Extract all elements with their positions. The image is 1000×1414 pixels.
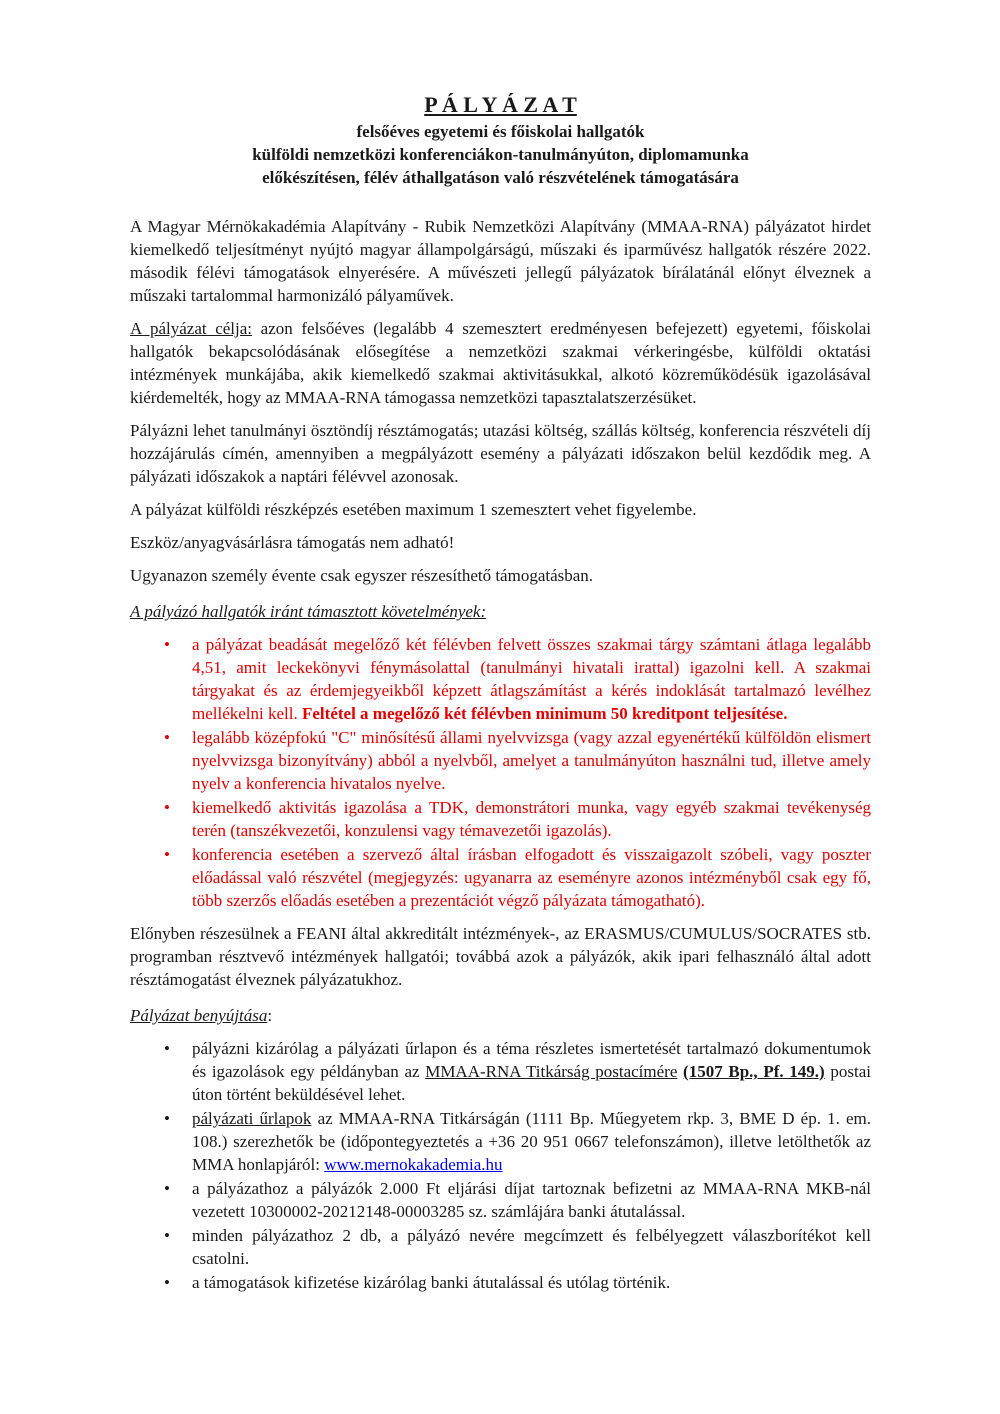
bullet-item — [192, 1107, 871, 1176]
bullet-item — [192, 1224, 871, 1270]
bullet-item — [192, 1037, 871, 1106]
bullet-item — [192, 1177, 871, 1223]
bullet-item — [192, 1271, 871, 1294]
section-heading — [130, 600, 871, 623]
text-run: a támogatások kifizetése kizárólag banki átutalással és utólag történik. — [192, 1273, 671, 1292]
document-subtitle — [130, 120, 871, 189]
text-run: kiemelkedő aktivitás igazolása a TDK, demonstrátori munka, vagy egyéb szakmai tevékenység terén (tanszékvezetői, konzulensi vagy témavezetői igazolás). — [192, 798, 871, 840]
bullet-list — [130, 633, 871, 912]
bullet-list — [130, 1037, 871, 1294]
text-run: Eszköz/anyagvásárlásra támogatás nem adható! — [130, 533, 455, 552]
text-run: pályázati űrlapok — [192, 1109, 312, 1128]
text-run: konferencia esetében a szervező által írásban elfogadott és visszaigazolt szóbeli, vagy poszter előadással való részvétel (megjegyzés: ugyanarra az eseményre azonos intézményből csak egy fő, több szerzős előadás esetében a prezentációt végző pályázata támogatható). — [192, 845, 871, 910]
bullet-item — [192, 796, 871, 842]
paragraph — [130, 564, 871, 587]
bullet-item — [192, 843, 871, 912]
text-run: igazolni kell. A szakmai tárgyakat és az érdemjegyeikből képzett átlagszámítást a kérés indoklását tartalmazó levélhez mellékelni kell. — [192, 658, 871, 723]
text-run: minden pályázathoz 2 db, a pályázó nevére megcímzett és felbélyegzett válaszborítékot kell csatolni. — [192, 1226, 871, 1268]
text-run: Előnyben részesülnek a FEANI által akkreditált intézmények-, az ERASMUS/CUMULUS/SOCRATES stb. programban résztvevő intézmények hallgatói; továbbá azok a pályázók, akik ipari felhasználó által adott résztámogatást élveznek pályázatukhoz. — [130, 924, 871, 989]
document-content — [130, 92, 871, 1304]
paragraph — [130, 531, 871, 554]
document-title: P Á L Y Á Z A T — [424, 92, 577, 117]
bullet-item — [192, 726, 871, 795]
text-run: legalább középfokú "C" minősítésű állami nyelvvizsga (vagy azzal egyenértékű külföldön elismert nyelvvizsga bizonyítvány) abból a nyelvből, amelyet a tanulmányúton használni tud, illetve amely nyelv a konferencia hivatalos nyelve. — [192, 728, 871, 793]
text-run: Feltétel a megelőző két félévben minimum 50 kreditpont teljesítése. — [302, 704, 788, 723]
text-run: Ugyanazon személy évente csak egyszer részesíthető támogatásban. — [130, 566, 594, 585]
website-link[interactable]: www.mernokakademia.hu — [324, 1155, 503, 1174]
text-run: Pályázni lehet tanulmányi ösztöndíj résztámogatás; utazási költség, szállás költség, konferencia részvételi díj hozzájárulás címén, amennyiben a megpályázott esemény a pályázati időszakon belül kezdődik meg. A pályázati időszakok a naptári félévvel azonosak. — [130, 421, 871, 486]
text-run: A pályázó hallgatók iránt támasztott követelmények: — [130, 602, 487, 621]
text-run: A Magyar Mérnökakadémia Alapítvány - Rubik Nemzetközi Alapítvány (MMAA-RNA) pályázatot hirdet kiemelkedő teljesítményt nyújtó magyar állampolgárságú, műszaki és iparművész hallgatók részére 2022. második félévi támogatások elnyerésére. A művészeti jellegű pályázatok bírálatánál előnyt élveznek a műszaki tartalommal harmonizáló pályaművek. — [130, 217, 871, 305]
paragraph — [130, 317, 871, 409]
bullet-item — [192, 633, 871, 725]
text-run: A pályázat célja: — [130, 319, 253, 338]
paragraph — [130, 498, 871, 521]
paragraph — [130, 419, 871, 488]
text-run: (1507 Bp., Pf. 149.) — [683, 1062, 825, 1081]
text-run: a pályázat beadását megelőző két félévben felvett összes szakmai tárgy számtani átlaga legalább 4,51, amit leckekönyvi fénymásolattal — [192, 635, 871, 677]
text-run: postai úton történt beküldésével lehet. — [192, 1062, 871, 1104]
text-run: MMAA-RNA Titkárság postacímére — [425, 1062, 678, 1081]
paragraph — [130, 922, 871, 991]
text-run: pályázni kizárólag a pályázati űrlapon és a téma részletes ismertetését tartalmazó dokumentumok és igazolások egy példányban az — [192, 1039, 871, 1081]
text-run: : — [267, 1006, 273, 1025]
text-run: (tanulmányi hivatali irattal) — [480, 658, 680, 677]
text-run: Pályázat benyújtása — [130, 1006, 268, 1025]
subtitle-line-2: külföldi nemzetközi konferenciákon-tanulmányúton, diplomamunka — [252, 145, 749, 164]
section-heading — [130, 1004, 871, 1027]
document-body — [130, 215, 871, 1294]
subtitle-line-3: előkészítésen, félév áthallgatáson való részvételének támogatására — [262, 168, 739, 187]
text-run: a pályázathoz a pályázók 2.000 Ft eljárási díjat tartoznak befizetni az MMAA-RNA MKB-nál vezetett 10300002-20212148-00003285 sz. számlájára banki átutalással. — [192, 1179, 871, 1221]
text-run: A pályázat külföldi részképzés esetében maximum 1 szemesztert vehet figyelembe. — [130, 500, 697, 519]
subtitle-line-1: felsőéves egyetemi és főiskolai hallgatók — [356, 122, 645, 141]
text-run: az MMAA-RNA Titkárságán (1111 Bp. Műegyetem rkp. 3, BME D ép. 1. em. 108.) szerezhetők be (időpontegyeztetés a +36 20 951 0667 telefonszámon), illetve letölthetők az MMA honlapjáról: — [192, 1109, 872, 1174]
paragraph — [130, 215, 871, 307]
text-run: azon felsőéves (legalább 4 szemesztert eredményesen befejezett) egyetemi, főiskolai hallgatók bekapcsolódásának elősegítése a nemzetközi szakmai vérkeringésbe, külföldi oktatási intézmények munkájába, akik kiemelkedő szakmai aktivitásukkal, alkotó közreműködésük igazolásával kiérdemelték, hogy az MMAA-RNA támogassa nemzetközi tapasztalatszerzésüket. — [130, 319, 871, 407]
